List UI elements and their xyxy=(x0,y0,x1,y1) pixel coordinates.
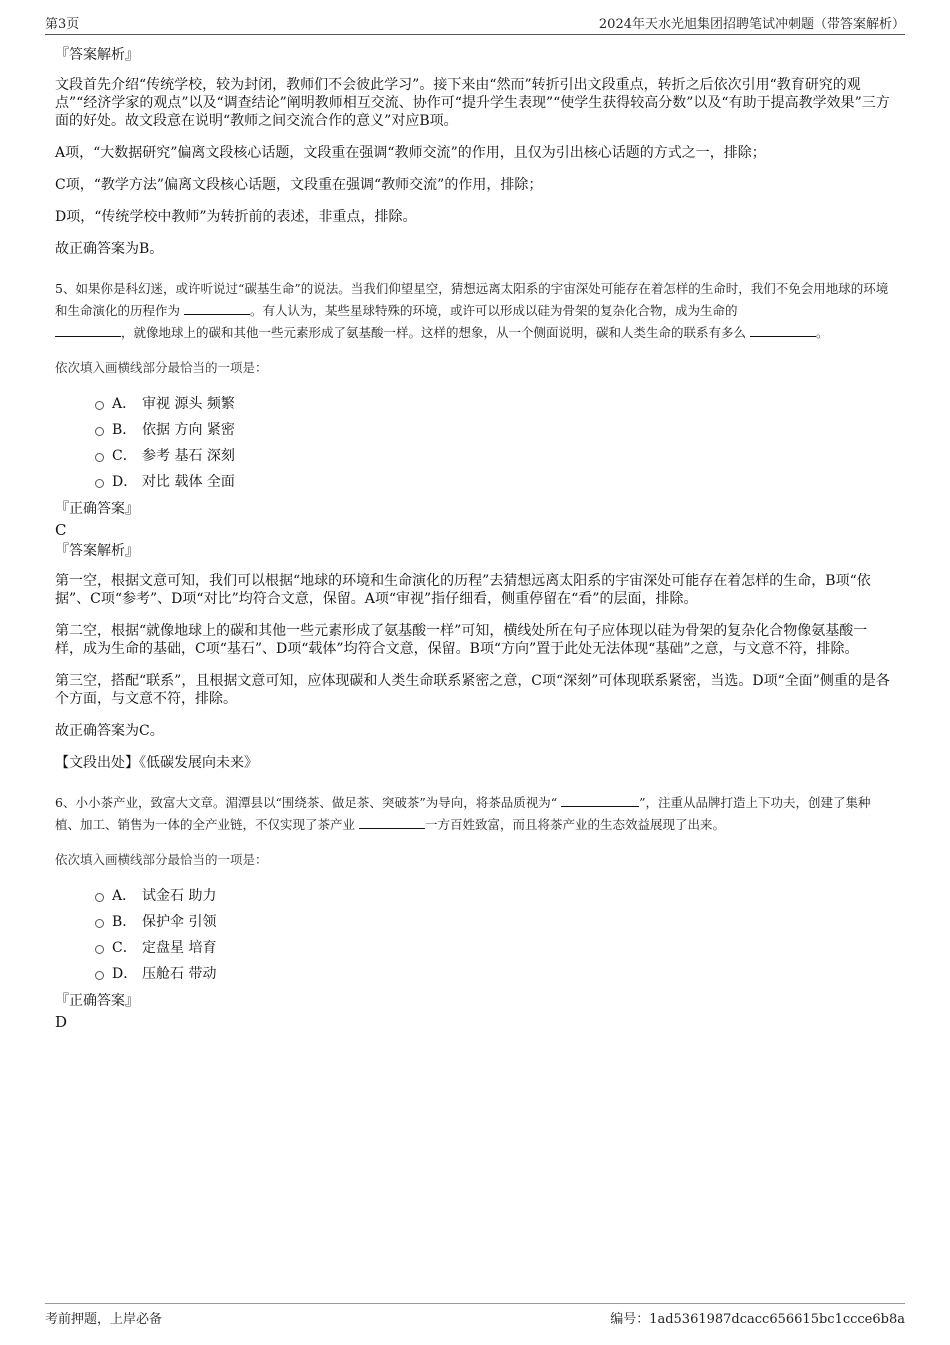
q5-option-b[interactable]: B． 依据 方向 紧密 xyxy=(95,416,895,442)
footer-id: 编号：1ad5361987dcacc656615bc1ccce6b8a xyxy=(610,1312,905,1327)
analysis-label: 『答案解析』 xyxy=(55,543,139,559)
q6-option-d[interactable]: D． 压舱石 带动 xyxy=(95,960,895,986)
q5-analysis-para: 故正确答案为C。 xyxy=(55,723,164,739)
q5-stem: 5、如果你是科幻迷，或许听说过“碳基生命”的说法。当我们仰望星空，猜想远离太阳系的宇宙深处可能存在着怎样的生命时，我们不免会用地球的环境和生命演化的历程作为 。有人认为，某些星球特殊的环境，或许可以形成以硅为骨架的复杂化合物，成为生命的 ，就像地球上的碳和其他一些元素形成了氨基酸一样。这样的想象，从一个侧面说明，碳和人类生命的联系有多么 。 xyxy=(55,281,889,340)
q5-prompt: 依次填入画横线部分最恰当的一项是： xyxy=(55,360,268,375)
document-title: 2024年天水光旭集团招聘笔试冲刺题（带答案解析） xyxy=(598,17,905,32)
q4-analysis-para: 文段首先介绍“传统学校，较为封闭，教师们不会彼此学习”。接下来由“然而”转折引出文段重点，转折之后依次引用“教育研究的观点”“经济学家的观点”以及“调查结论”阐明教师相互交流、协作可“提升学生表现”“使学生获得较高分数”以及“有助于提高教学效果”三方面的好处。故文段意在说明“教师之间交流合作的意义”对应B项。 xyxy=(55,77,890,129)
q6-option-c[interactable]: C． 定盘星 培育 xyxy=(95,934,895,960)
q4-analysis-para: A项，“大数据研究”偏离文段核心话题，文段重在强调“教师交流”的作用，且仅为引出核心话题的方式之一，排除； xyxy=(55,145,766,161)
source-title: 《低碳发展向未来》 xyxy=(139,755,258,771)
radio-icon[interactable] xyxy=(95,453,104,462)
fill-blank xyxy=(55,323,121,337)
q6-number: 6、 xyxy=(55,795,76,810)
q6-answer: D xyxy=(55,1013,68,1031)
q6-option-b[interactable]: B． 保护伞 引领 xyxy=(95,908,895,934)
page-content xyxy=(55,44,895,1032)
footer-slogan: 考前押题，上岸必备 xyxy=(45,1312,163,1327)
page-header xyxy=(45,10,905,35)
radio-icon[interactable] xyxy=(95,427,104,436)
radio-icon[interactable] xyxy=(95,479,104,488)
radio-icon[interactable] xyxy=(95,919,104,928)
q4-analysis-para: 故正确答案为B。 xyxy=(55,241,164,257)
fill-blank xyxy=(184,301,250,315)
fill-blank xyxy=(561,793,639,807)
q5-analysis-para: 第二空，根据“就像地球上的碳和其他一些元素形成了氨基酸一样”可知，横线处所在句子应体现以硅为骨架的复杂化合物像氨基酸一样，成为生命的基础，C项“基石”、D项“载体”均符合文意，保留。B项“方向”置于此处无法体现“基础”之意，与文意不符，排除。 xyxy=(55,623,868,657)
fill-blank xyxy=(359,815,425,829)
q5-option-a[interactable]: A． 审视 源头 频繁 xyxy=(95,390,895,416)
q4-analysis-para: C项，“教学方法”偏离文段核心话题，文段重在强调“教师交流”的作用，排除； xyxy=(55,177,543,193)
q6-prompt: 依次填入画横线部分最恰当的一项是： xyxy=(55,852,268,867)
q5-options xyxy=(95,390,895,494)
radio-icon[interactable] xyxy=(95,971,104,980)
source-tag: 【文段出处】 xyxy=(55,755,139,771)
q5-analysis-para: 第一空，根据文意可知，我们可以根据“地球的环境和生命演化的历程”去猜想远离太阳系的宇宙深处可能存在着怎样的生命，B项“依据”、C项“参考”、D项“对比”均符合文意，保留。A项“审视”指仔细看，侧重停留在“看”的层面，排除。 xyxy=(55,573,871,607)
radio-icon[interactable] xyxy=(95,893,104,902)
q6-stem: 6、小小茶产业，致富大文章。湄潭县以“围绕茶、做足茶、突破茶”为导向，将茶品质视为“ ”，注重从品牌打造上下功夫，创建了集种植、加工、销售为一体的全产业链，不仅实现了茶产业 一方百姓致富，而且将茶产业的生态效益展现了出来。 xyxy=(55,795,871,832)
fill-blank xyxy=(750,323,816,337)
q5-answer: C xyxy=(55,521,67,539)
q6-options xyxy=(95,882,895,986)
correct-answer-label: 『正确答案』 xyxy=(55,501,139,517)
q5-analysis-para: 第三空，搭配“联系”，且根据文意可知，应体现碳和人类生命联系紧密之意，C项“深刻”可体现联系紧密，当选。D项“全面”侧重的是各个方面，与文意不符，排除。 xyxy=(55,673,890,707)
page-number: 第3页 xyxy=(45,17,80,32)
q4-analysis-para: D项，“传统学校中教师”为转折前的表述，非重点，排除。 xyxy=(55,209,417,225)
radio-icon[interactable] xyxy=(95,401,104,410)
q5-option-c[interactable]: C． 参考 基石 深刻 xyxy=(95,442,895,468)
q5-source xyxy=(55,754,895,772)
page-footer xyxy=(45,1303,905,1327)
radio-icon[interactable] xyxy=(95,945,104,954)
q6-option-a[interactable]: A． 试金石 助力 xyxy=(95,882,895,908)
q5-option-d[interactable]: D． 对比 载体 全面 xyxy=(95,468,895,494)
q5-number: 5、 xyxy=(55,281,76,296)
correct-answer-label: 『正确答案』 xyxy=(55,993,139,1009)
analysis-label: 『答案解析』 xyxy=(55,47,139,63)
